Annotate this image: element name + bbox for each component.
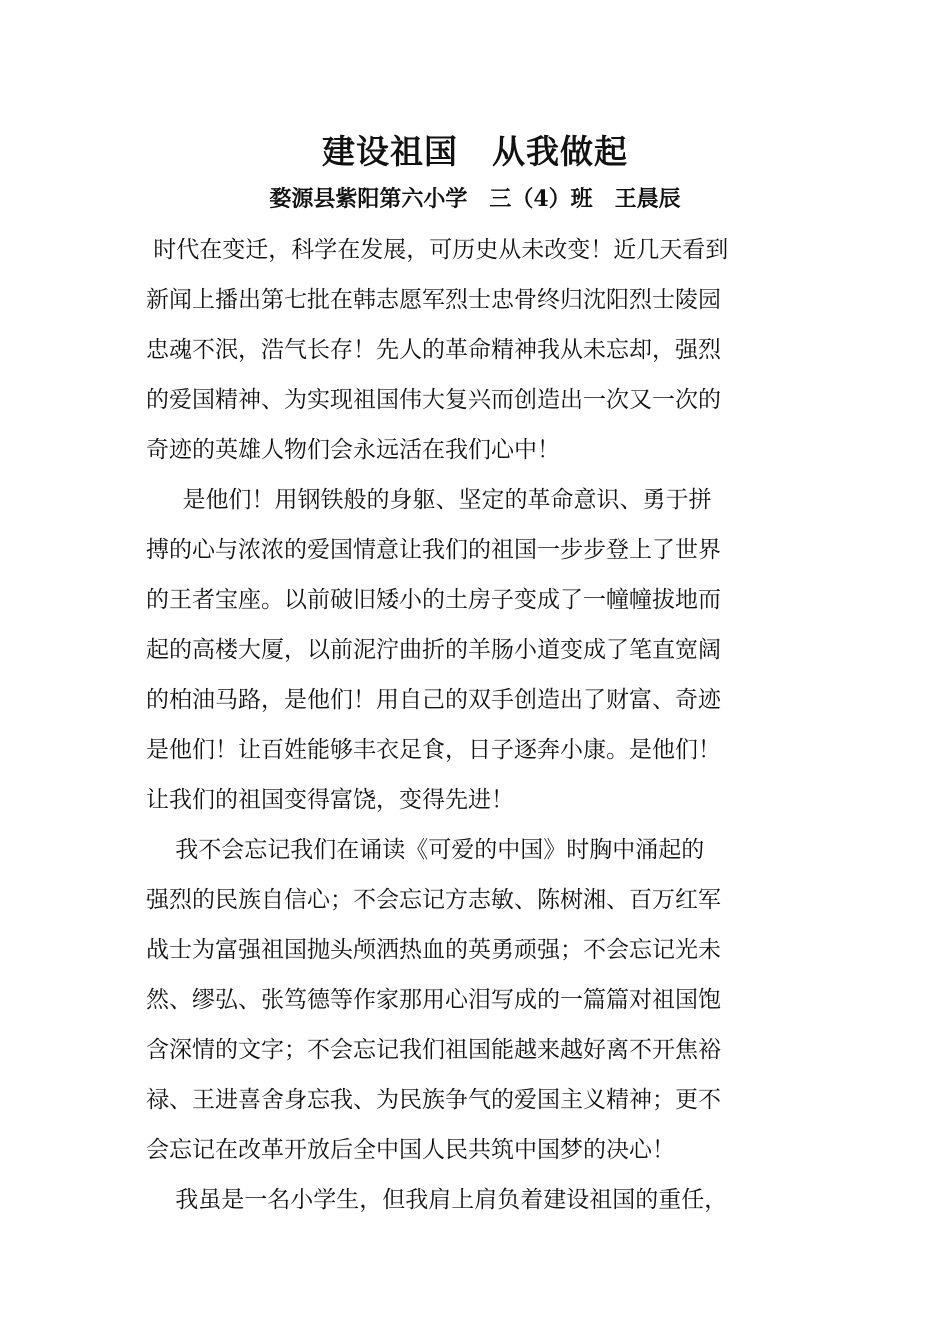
text-line: 起的高楼大厦，以前泥泞曲折的羊肠小道变成了笔直宽阔 xyxy=(146,637,721,663)
text-line: 的爱国精神、为实现祖国伟大复兴而创造出一次又一次的 xyxy=(146,387,721,413)
text-line: 含深情的文字；不会忘记我们祖国能越来越好离不开焦裕 xyxy=(146,1037,721,1063)
text-line: 搏的心与浓浓的爱国情意让我们的祖国一步步登上了世界 xyxy=(146,537,721,563)
text-line: 会忘记在改革开放后全中国人民共筑中国梦的决心！ xyxy=(146,1137,675,1163)
text-line: 我虽是一名小学生，但我肩上肩负着建设祖国的重任， xyxy=(146,1187,728,1213)
text-line: 我不会忘记我们在诵读《可爱的中国》时胸中涌起的 xyxy=(146,837,705,863)
text-line: 战士为富强祖国抛头颅洒热血的英勇顽强；不会忘记光未 xyxy=(146,937,721,963)
document-title: 建设祖国 从我做起 xyxy=(322,132,628,171)
text-line: 奇迹的英雄人物们会永远活在我们心中！ xyxy=(146,437,560,463)
text-line: 是他们！让百姓能够丰衣足食，日子逐奔小康。是他们！ xyxy=(146,737,721,763)
text-line: 是他们！用钢铁般的身躯、坚定的革命意识、勇于拼 xyxy=(146,487,712,513)
text-line: 新闻上播出第七批在韩志愿军烈士忠骨终归沈阳烈士陵园 xyxy=(146,287,721,313)
text-line: 禄、王进喜舍身忘我、为民族争气的爱国主义精神；更不 xyxy=(146,1087,721,1113)
document-subtitle: 婺源县紫阳第六小学 三（4）班 王晨辰 xyxy=(269,186,681,212)
text-line: 的王者宝座。以前破旧矮小的土房子变成了一幢幢拔地而 xyxy=(146,587,721,613)
text-line: 让我们的祖国变得富饶，变得先进！ xyxy=(146,787,514,813)
text-line: 然、缪弘、张笃德等作家那用心泪写成的一篇篇对祖国饱 xyxy=(146,987,721,1013)
text-line: 忠魂不泯，浩气长存！先人的革命精神我从未忘却，强烈 xyxy=(146,337,721,363)
text-line: 的柏油马路，是他们！用自己的双手创造出了财富、奇迹 xyxy=(146,687,721,713)
text-line: 时代在变迁，科学在发展，可历史从未改变！近几天看到 xyxy=(146,237,729,263)
text-line: 强烈的民族自信心；不会忘记方志敏、陈树湘、百万红军 xyxy=(146,887,721,913)
